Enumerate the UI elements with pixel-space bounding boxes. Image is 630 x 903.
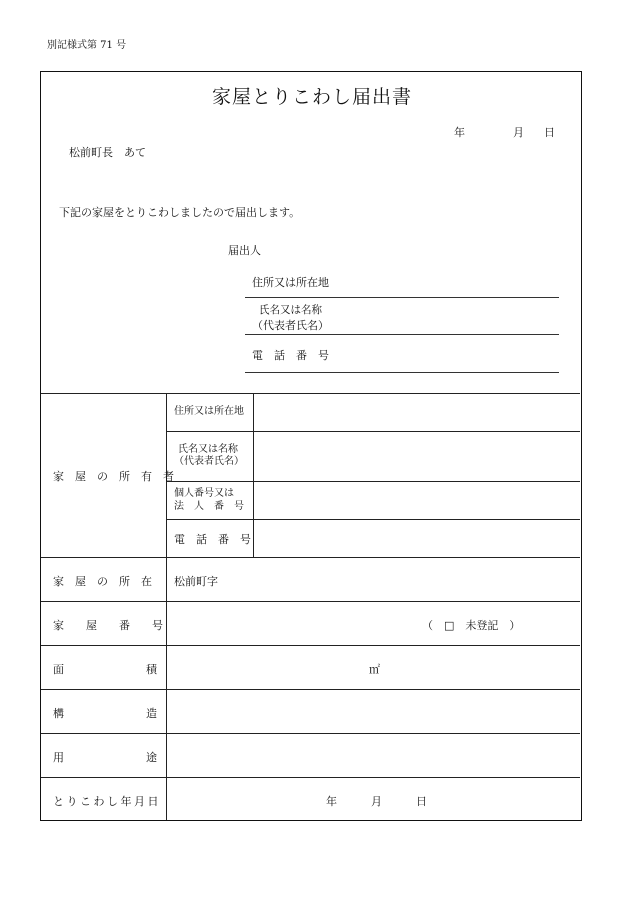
table-top-border [41,393,580,394]
rule [41,777,580,778]
rule [41,645,580,646]
applicant-phone-field[interactable] [245,334,559,373]
form-number: 別記様式第 71 号 [47,40,127,51]
form-frame [40,71,582,821]
owner-phone-input[interactable] [257,522,577,554]
rule [41,733,580,734]
rule [167,519,580,520]
demolition-date-label: とりこわし年月日 [53,795,161,808]
owner-name-label: 氏名又は名称 [178,444,238,455]
applicant-address-field[interactable] [245,268,559,298]
applicant-name-sub-label: （代表者氏名） [252,319,329,332]
rule [167,431,580,432]
owner-name-input[interactable] [257,434,577,478]
owner-heading: 家 屋 の 所 有 者 [53,470,174,483]
owner-name-sub-label: （代表者氏名） [174,456,244,467]
area-label-right: 積 [146,663,157,676]
owner-id-label: 個人番号又は [174,488,234,499]
use-label-left: 用 [53,751,64,764]
owner-id-input[interactable] [257,484,577,516]
date-year: 年 [454,126,465,139]
demolition-day: 日 [416,795,427,808]
rule [166,393,167,820]
rule [167,481,580,482]
unregistered-checkbox[interactable]: （ □ 未登記 ） [422,619,521,632]
location-label: 家 屋 の 所 在 [53,575,152,588]
date-month: 月 [513,126,524,139]
owner-phone-label: 電 話 番 号 [174,533,251,546]
use-label-right: 途 [146,751,157,764]
demolition-month: 月 [371,795,382,808]
structure-label-left: 構 [53,707,64,720]
area-label-left: 面 [53,663,64,676]
applicant-name-field[interactable] [245,297,559,335]
applicant-phone-label: 電 話 番 号 [252,349,329,362]
applicant-name-label: 氏名又は名称 [259,304,322,316]
structure-label-right: 造 [146,707,157,720]
area-unit: ㎡ [369,663,380,676]
rule [41,601,580,602]
house-number-label: 家 屋 番 号 [53,619,163,632]
rule [41,557,580,558]
demolition-year: 年 [326,795,337,808]
rule [253,393,254,557]
form-title: 家屋とりこわし届出書 [211,86,412,108]
location-value[interactable]: 松前町字 [174,575,218,588]
rule [41,689,580,690]
date-day: 日 [544,126,555,139]
applicant-address-label: 住所又は所在地 [252,276,329,289]
owner-id-sub-label: 法 人 番 号 [174,501,244,512]
owner-address-label: 住所又は所在地 [174,406,244,417]
applicant-label: 届出人 [228,244,261,257]
statement: 下記の家屋をとりこわしましたので届出します。 [59,206,301,219]
owner-address-input[interactable] [257,396,577,428]
addressee: 松前町長 あて [69,146,146,159]
